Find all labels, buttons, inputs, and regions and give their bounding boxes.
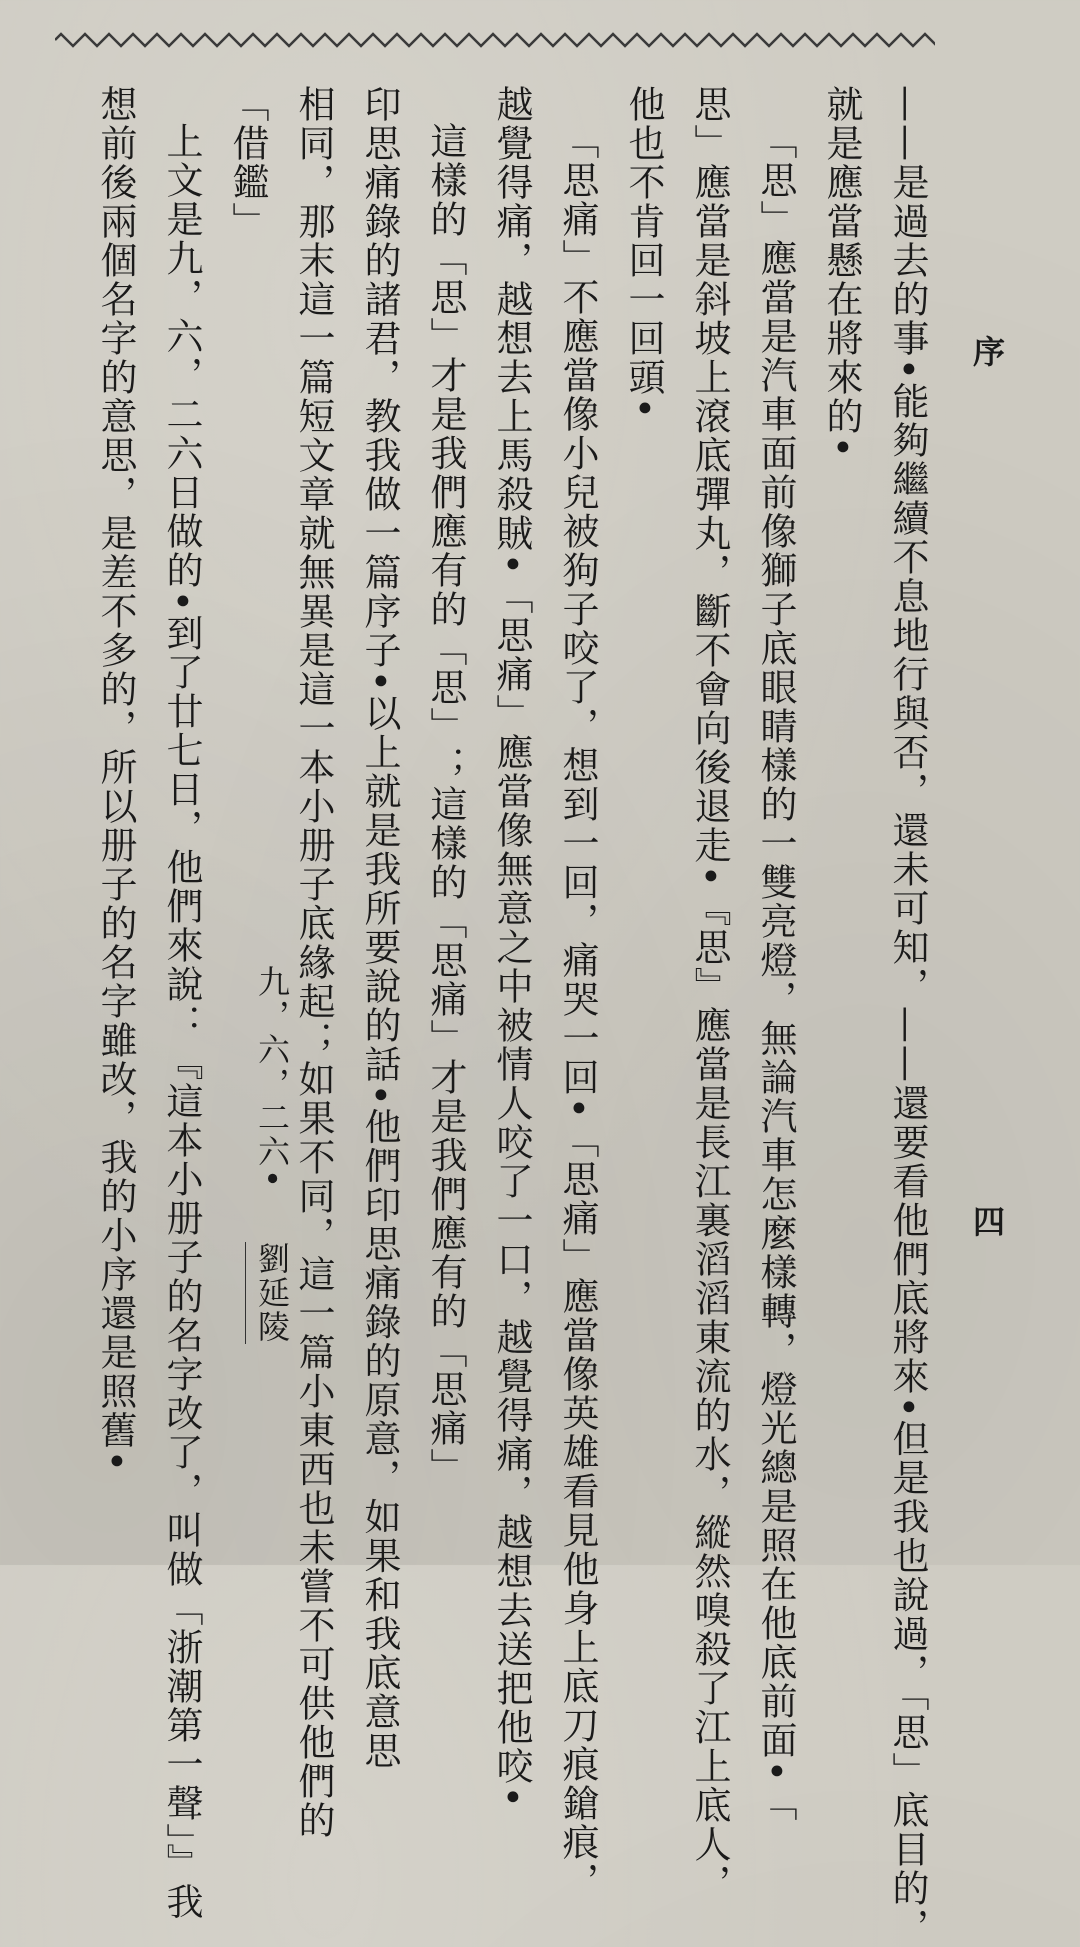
- text-line: ——是過去的事•能夠繼續不息地行與否，還未可知，——還要看他們底將來•但是我也說過，「思」底目的，: [886, 85, 929, 1947]
- text-line: 「思痛」不應當像小兒被狗子咬了，想到一回，痛哭一回•「思痛」應當像英雄看見他身上底刀痕鎗痕，: [556, 122, 599, 1901]
- signature-author: 劉延陵: [245, 1242, 295, 1344]
- text-line: 就是應當懸在將來的•: [820, 85, 863, 460]
- text-line: 他也不肯回一回頭•: [622, 85, 665, 421]
- page-number: 四: [968, 1205, 1006, 1237]
- preface-text: [82, 85, 940, 1947]
- text-line: 越覺得痛，越想去上馬殺賊•「思痛」應當像無意之中被情人咬了一口，越覺得痛，越想去送把他咬•: [490, 85, 533, 1810]
- text-line: 上文是九，六，二六日做的•到了廿七日，他們來說：『這本小册子的名字改了，叫做「浙潮第一聲」』我: [160, 122, 203, 1922]
- section-title: 序: [968, 335, 1006, 367]
- text-line: 相同，那末這一篇短文章就無異是這一本小册子底緣起；如果不同，這一篇小東西也未嘗不可供他們的: [292, 85, 335, 1840]
- text-line: 印思痛錄的諸君，教我做一篇序子•以上就是我所要說的話•他們印思痛錄的原意，如果和我底意思: [358, 85, 401, 1771]
- text-line: 「借鑑」: [226, 85, 269, 241]
- signature-block: [245, 965, 295, 1344]
- text-line: 這樣的「思」才是我們應有的「思」；這樣的「思痛」才是我們應有的「思痛」: [424, 122, 467, 1487]
- signature-date: 九，六，二六•: [253, 965, 291, 1190]
- page-header: [950, 85, 1060, 1545]
- decorative-zigzag-border: [55, 20, 935, 60]
- document-page: [20, 85, 1060, 1947]
- text-line: 想前後兩個名字的意思，是差不多的，所以册子的名字雖改，我的小序還是照舊•: [94, 85, 137, 1474]
- text-line: 「思」應當是汽車面前像獅子底眼睛樣的一雙亮燈，無論汽車怎麼樣轉，燈光總是照在他底前面•「: [754, 122, 797, 1823]
- text-line: 思」應當是斜坡上滾底彈丸，斷不會向後退走•『思』應當是長江裏滔滔東流的水，縱然嗅殺了江上底人，: [688, 85, 731, 1903]
